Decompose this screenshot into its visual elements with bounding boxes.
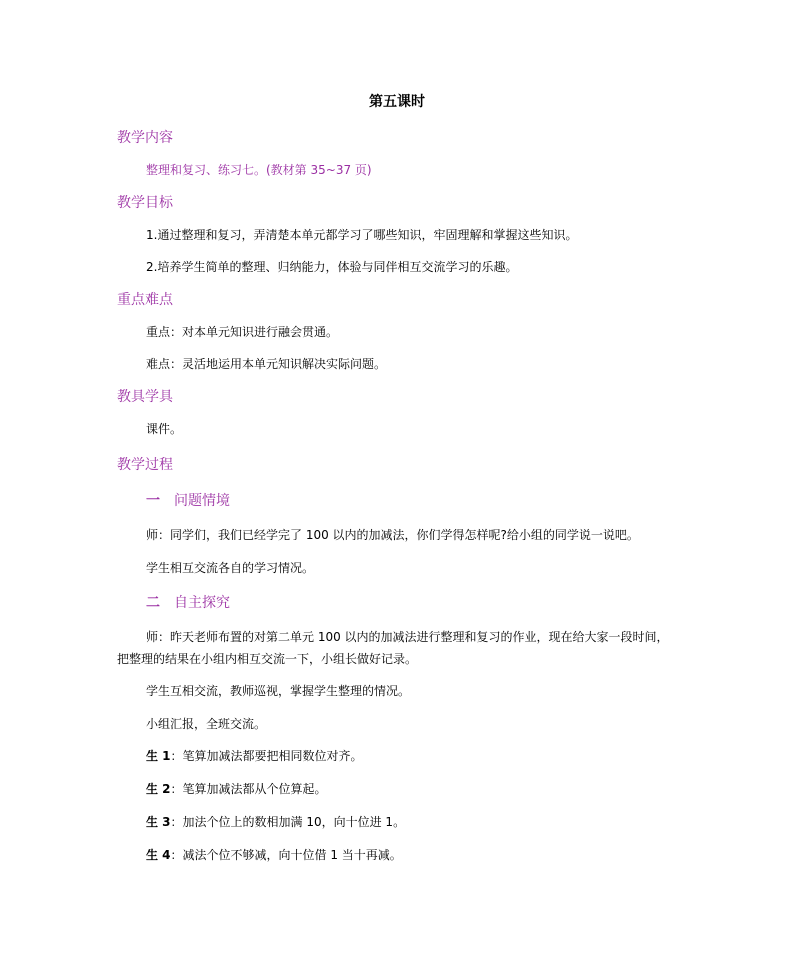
process-paragraph: 师：同学们，我们已经学完了 100 以内的加减法，你们学得怎样呢?给小组的同学说一说吧。 (146, 528, 639, 542)
subheading-problem-scenario (146, 491, 230, 511)
process-paragraph: 学生互相交流，教师巡视，掌握学生整理的情况。 (146, 684, 411, 698)
subheading-self-exploration (146, 593, 230, 613)
difficult-point: 难点：灵活地运用本单元知识解决实际问题。 (146, 357, 387, 371)
process-paragraph: 学生相互交流各自的学习情况。 (146, 561, 315, 575)
student-label: 生 3 (146, 815, 171, 829)
student-answer (146, 813, 405, 831)
student-label: 生 1 (146, 749, 171, 763)
lesson-title: 第五课时 (369, 94, 425, 110)
heading-teaching-goals: 教学目标 (117, 195, 173, 211)
teaching-content-text: 整理和复习、练习七。(教材第 35~37 页) (146, 163, 372, 177)
subheading-label: 问题情境 (174, 493, 230, 509)
subheading-number: 二 (146, 595, 160, 611)
key-point: 重点：对本单元知识进行融会贯通。 (146, 325, 339, 339)
process-paragraph: 小组汇报，全班交流。 (146, 717, 267, 731)
goal-item-2: 2.培养学生简单的整理、归纳能力，体验与同伴相互交流学习的乐趣。 (146, 260, 518, 274)
teaching-tools-text: 课件。 (146, 422, 183, 436)
heading-teaching-tools: 教具学具 (117, 389, 173, 405)
heading-teaching-process: 教学过程 (117, 457, 173, 473)
student-answer-text: ：笔算加减法都要把相同数位对齐。 (170, 749, 363, 763)
subheading-number: 一 (146, 493, 160, 509)
student-answer-text: ：减法个位不够减，向十位借 1 当十再减。 (170, 848, 402, 862)
student-answer-text: ：加法个位上的数相加满 10，向十位进 1。 (170, 815, 406, 829)
subheading-label: 自主探究 (174, 595, 230, 611)
student-answer (146, 747, 363, 765)
teacher-instruction-paragraph: 师：昨天老师布置的对第二单元 100 以内的加减法进行整理和复习的作业，现在给大家一段时间，把整理的结果在小组内相互交流一下，小组长做好记录。 (117, 630, 669, 666)
student-answer (146, 846, 402, 864)
goal-item-1: 1.通过整理和复习，弄清楚本单元都学习了哪些知识，牢固理解和掌握这些知识。 (146, 228, 578, 242)
student-label: 生 2 (146, 782, 171, 796)
student-answer (146, 780, 327, 798)
heading-key-difficult: 重点难点 (117, 292, 173, 308)
student-answer-text: ：笔算加减法都从个位算起。 (170, 782, 327, 796)
student-label: 生 4 (146, 848, 171, 862)
heading-teaching-content: 教学内容 (117, 130, 173, 146)
